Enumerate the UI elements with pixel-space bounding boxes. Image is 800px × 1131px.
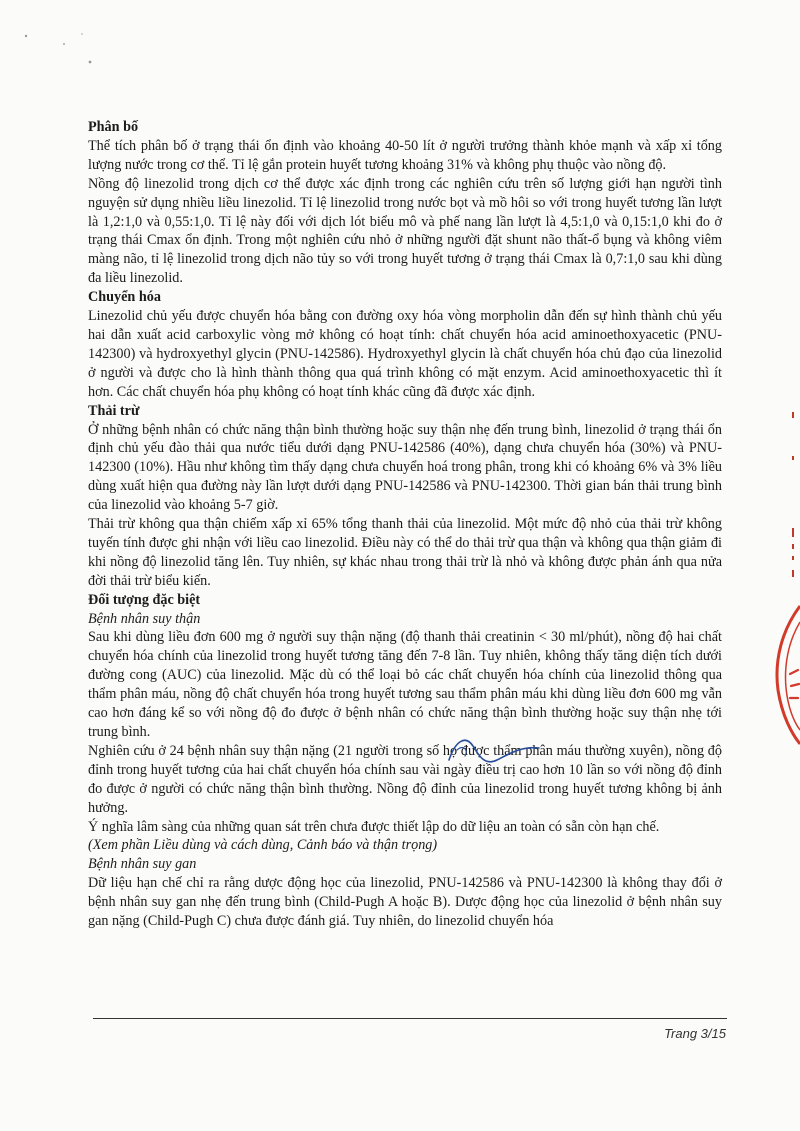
page-number: Trang 3/15 [664, 1026, 726, 1041]
margin-scan-marks [786, 410, 800, 600]
section-heading-doi-tuong: Đối tượng đặc biệt [88, 591, 201, 608]
paragraph-suy-than-1: Sau khi dùng liều đơn 600 mg ở người suy thận nặng (độ thanh thải creatinin < 30 ml/phút), nồng độ hai chất chuyển hóa chính của linezolid trong huyết tương tăng đến 7-8 lần. Tuy nhiên, không thấy tăng diện tích dưới đường cong (AUC) của linezolid. Mặc dù có thể loại bỏ các chất chuyển hóa chính của linezolid thông qua thẩm phân máu, nồng độ chất chuyển hóa trong huyết tương sau thẩm phân máu khi dùng liều đơn 600 mg vẫn cao hơn đáng kể so với nồng độ đo được ở bệnh nhân có chức năng thận bình thường hoặc suy thận nhẹ tới trung bình. [88, 629, 722, 740]
section-heading-chuyen-hoa: Chuyển hóa [88, 289, 161, 306]
footer-divider [93, 1018, 727, 1019]
red-stamp-edge [764, 600, 800, 750]
paragraph-suy-than-2: Nghiên cứu ở 24 bệnh nhân suy thận nặng (21 người trong số họ được thẩm phân máu thường xuyên), nồng độ đỉnh trong huyết tương của hai chất chuyển hóa chính sau vài ngày điều trị cao hơn 10 lần so với nồng độ đỉnh đo được ở người có chức năng thận bình thường. Nồng độ đỉnh của linezolid trong huyết tương không bị ảnh hưởng. [88, 742, 722, 816]
paragraph-chuyen-hoa-1: Linezolid chủ yếu được chuyển hóa bằng con đường oxy hóa vòng morpholin dẫn đến sự hình thành chủ yếu hai dẫn xuất acid carboxylic vòng mở không có hoạt tính: chất chuyển hóa acid aminoethoxyacetic (PNU-142300) và hydroxyethyl glycin (PNU-142586). Hydroxyethyl glycin là chất chuyển hóa chủ đạo của linezolid ở người và được cho là hình thành thông qua quá trình không có mặt enzym. Acid aminoethoxyacetic thì ít hơn. Các chất chuyển hóa phụ không có hoạt tính khác cũng đã được xác định. [88, 308, 722, 400]
subheading-suy-than: Bệnh nhân suy thận [88, 610, 201, 627]
paragraph-thai-tru-2: Thải trừ không qua thận chiếm xấp xỉ 65% tổng thanh thải của linezolid. Một mức độ nhỏ của thải trừ không tuyến tính được ghi nhận với liều cao linezolid. Điều này có thể do thải trừ qua thận và không qua thận giảm đi khi nồng độ linezolid tăng lên. Tuy nhiên, sự khác nhau trong thải trừ là nhỏ và không được phản ánh qua nửa đời thải trừ biểu kiến. [88, 516, 722, 589]
cross-reference-note: (Xem phần Liều dùng và cách dùng, Cảnh báo và thận trọng) [88, 837, 438, 854]
paragraph-thai-tru-1: Ở những bệnh nhân có chức năng thận bình thường hoặc suy thận nhẹ đến trung bình, linezolid ở trạng thái ổn định chủ yếu đào thải qua nước tiểu dưới dạng PNU-142586 (40%), dạng chưa chuyển hóa (30%) và PNU-142300 (10%). Hầu như không tìm thấy dạng chưa chuyển hoá trong phân, trong khi có khoảng 6% và 3% liều dùng xuất hiện qua đường này lần lượt dưới dạng PNU-142586 và PNU-142300. Thời gian bán thải trung bình của linezolid vào khoảng 5-7 giờ. [88, 421, 722, 514]
paragraph-suy-than-3: Ý nghĩa lâm sàng của những quan sát trên chưa được thiết lập do dữ liệu an toàn có sẵn còn hạn chế. [88, 818, 660, 835]
document-body [88, 118, 722, 931]
paragraph-phan-bo-1: Thể tích phân bố ở trạng thái ổn định vào khoảng 40-50 lít ở người trưởng thành khỏe mạnh và xấp xỉ tổng lượng nước trong cơ thể. Tỉ lệ gắn protein huyết tương khoảng 31% và không phụ thuộc vào nồng độ. [88, 137, 722, 173]
handwritten-pen-mark [435, 720, 545, 780]
section-heading-thai-tru: Thải trừ [88, 402, 140, 419]
section-heading-phan-bo: Phân bố [88, 119, 139, 135]
paragraph-suy-gan-1: Dữ liệu hạn chế chỉ ra rằng dược động học của linezolid, PNU-142586 và PNU-142300 là không thay đổi ở bệnh nhân suy gan nhẹ đến trung bình (Child-Pugh A hoặc B). Dược động học của linezolid ở bệnh nhân suy gan nặng (Child-Pugh C) chưa được đánh giá. Tuy nhiên, do linezolid chuyển hóa [88, 875, 722, 930]
scan-dust-marks [20, 28, 100, 68]
paragraph-phan-bo-2: Nồng độ linezolid trong dịch cơ thể được xác định trong các nghiên cứu trên số lượng giới hạn người tình nguyện sử dụng nhiều liều linezolid. Tỉ lệ linezolid trong nước bọt và mồ hôi so với trong huyết tương lần lượt là 1,2:1,0 và 0,55:1,0. Tỉ lệ này đối với dịch lót biểu mô và phế nang lần lượt là 4,5:1,0 và 0,15:1,0 khi đo ở trạng thái Cmax ổn định. Trong một nghiên cứu nhỏ ở những người đặt shunt não thất-ổ bụng và không viêm màng não, tỉ lệ linezolid trong dịch não tủy so với trong huyết tương ở trạng thái Cmax là 0,7:1,0 sau khi dùng đa liều linezolid. [88, 175, 722, 287]
subheading-suy-gan: Bệnh nhân suy gan [88, 856, 197, 873]
